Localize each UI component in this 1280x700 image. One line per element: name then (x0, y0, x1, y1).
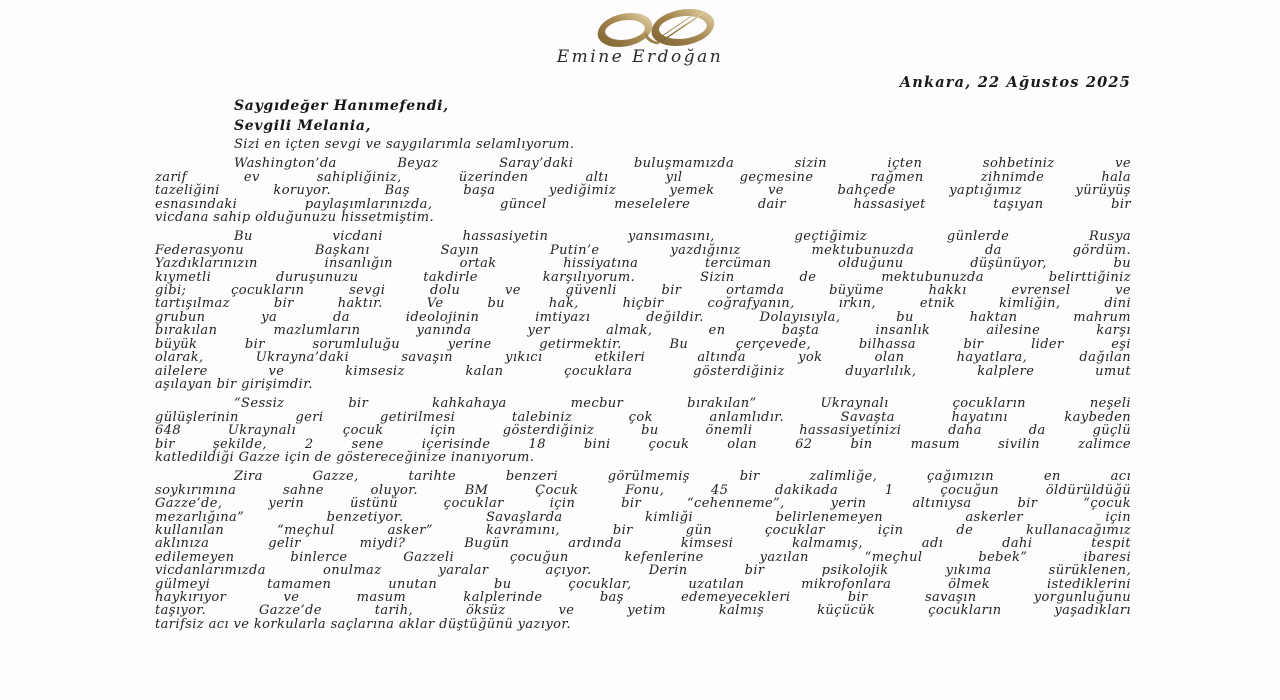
letter-line: bırakılan mazlumların yanında yer almak, en başta insanlık ailesine karşı (155, 323, 1131, 339)
paragraph (155, 138, 1131, 151)
paragraph (155, 230, 1131, 391)
letter-line: aklınıza gelir miydi? Bugün ardında kimsesi kalmamış, adı dahi tespit (155, 536, 1131, 552)
paragraph (155, 470, 1131, 631)
letter-line: ailelere ve kimsesiz kalan çocuklara gösterdiğiniz duyarlılık, kalplere umut (155, 363, 1131, 379)
letter-line: katledildiği Gazze için de göstereceğinize inanıyorum. (155, 449, 535, 465)
letter-line: bir şekilde, 2 sene içerisinde 18 bini çocuk olan 62 bin masum sivilin zalimce (155, 436, 1131, 452)
letter-line: “Sessiz bir kahkahaya mecbur bırakılan” Ukraynalı çocukların neşeli (234, 396, 1131, 412)
letter-line: tartışılmaz bir haktır. Ve bu hak, hiçbir coğrafyanın, ırkın, etnik kimliğin, dini (155, 296, 1131, 312)
letter-line: grubun ya da ideolojinin imtiyazı değildir. Dolayısıyla, bu haktan mahrum (155, 309, 1131, 325)
letter-line: kullanılan “meçhul asker” kavramını, bir gün çocuklar için de kullanacağımız (155, 522, 1131, 538)
greeting-line-1: Saygıdeğer Hanımefendi, (234, 98, 449, 114)
letter-line: Zira Gazze, tarihte benzeri görülmemiş bir zalimliğe, çağımızın en acı (234, 469, 1131, 485)
letterhead-name: Emine Erdoğan (556, 47, 724, 67)
letter-line: Sizi en içten sevgi ve saygılarımla selamlıyorum. (234, 137, 575, 152)
letter-line: Bu vicdani hassasiyetin yansımasını, geçtiğimiz günlerde Rusya (234, 229, 1131, 245)
letter-line: gülüşlerinin geri getirilmesi talebiniz çok anlamlıdır. Savaşta hayatını kaybeden (155, 409, 1131, 425)
letter-line: edilemeyen binlerce Gazzeli çocuğun kefenlerine yazılan “meçhul bebek” ibaresi (155, 549, 1131, 565)
paragraph (155, 157, 1131, 224)
letter-line: kıymetli duruşunuzu takdirle karşılıyorum. Sizin de mektubunuzda belirttiğiniz (155, 269, 1131, 285)
letter-line: haykırıyor ve masum kalplerinde baş edemeyecekleri bir savaşın yorgunluğunu (155, 590, 1131, 605)
letter-line: esnasındaki paylaşımlarınızda, güncel meselelere dair hassasiyet taşıyan bir (155, 196, 1131, 212)
letter-body (155, 96, 1131, 637)
letter-line: gülmeyi tamamen unutan bu çocuklar, uzatılan mikrofonlara ölmek istediklerini (155, 576, 1131, 592)
date-line: Ankara, 22 Ağustos 2025 (899, 74, 1131, 91)
letter-line: taşıyor. Gazze’de tarih, öksüz ve yetim kalmış küçücük çocukların yaşadıkları (155, 603, 1131, 619)
emine-erdogan-monogram-icon (555, 8, 725, 50)
letter-line: tarifsiz acı ve korkularla saçlarına aklar düştüğünü yazıyor. (155, 616, 572, 632)
letter-line: Washington’da Beyaz Saray’daki buluşmamızda sizin içten sohbetiniz ve (234, 156, 1131, 172)
letter-line: aşılayan bir girişimdir. (155, 376, 313, 392)
letter-line: mezarlığına” benzetiyor. Savaşlarda kimliği belirlenemeyen askerler için (155, 509, 1131, 525)
letter-line: olarak, Ukrayna’daki savaşın yıkıcı etkileri altında yok olan hayatlara, dağılan (155, 350, 1131, 366)
letter-line: soykırımına sahne oluyor. BM Çocuk Fonu, 45 dakikada 1 çocuğun öldürüldüğü (155, 482, 1131, 498)
letter-line: vicdanlarımızda onulmaz yaralar açıyor. Derin bir psikolojik yıkıma sürüklenen, (155, 563, 1131, 579)
letter-line: vicdana sahip olduğunuzu hissetmiştim. (155, 210, 434, 226)
letter-line: Federasyonu Başkanı Sayın Putin’e yazdığınız mektubunuzda da gördüm. (155, 242, 1131, 258)
letter-line: 648 Ukraynalı çocuk için gösterdiğiniz bu önemli hassasiyetinizi daha da güçlü (155, 423, 1131, 439)
letter-paragraphs (155, 138, 1131, 631)
letterhead (0, 8, 1280, 67)
letter-line: büyük bir sorumluluğu yerine getirmektir. Bu çerçevede, bilhassa bir lider eşi (155, 336, 1131, 352)
letter-line: tazeliğini koruyor. Baş başa yediğimiz yemek ve bahçede yaptığımız yürüyüş (155, 183, 1131, 199)
letter-line: gibi; çocukların sevgi dolu ve güvenli bir ortamda büyüme hakkı evrensel ve (155, 283, 1131, 299)
letter-line: Yazdıklarınızın insanlığın ortak hissiyatına tercüman olduğunu düşünüyor, bu (155, 256, 1131, 272)
paragraph (155, 397, 1131, 464)
letter-line: Gazze’de, yerin üstünü çocuklar için bir “cehenneme”, yerin altınıysa bir “çocuk (155, 496, 1131, 512)
letter-line: zarif ev sahipliğiniz, üzerinden altı yıl geçmesine rağmen zihnimde hala (155, 169, 1131, 185)
greeting-line-2: Sevgili Melania, (234, 118, 372, 134)
